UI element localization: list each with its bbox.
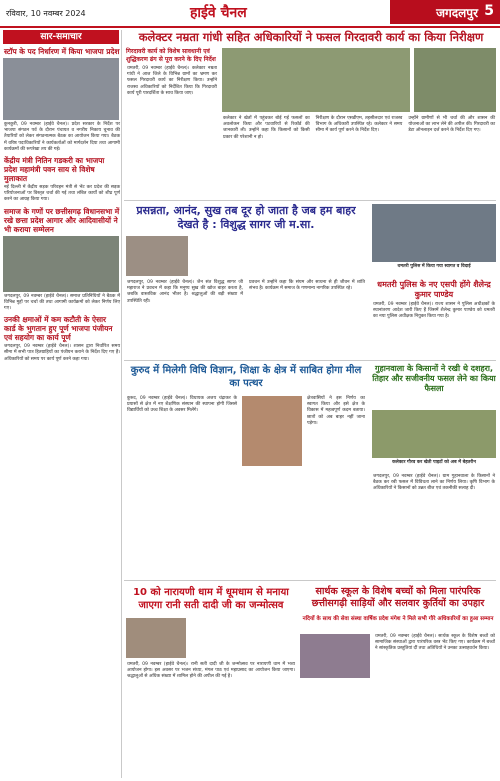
- issue-date: रविवार, 10 नवम्बर 2024: [6, 9, 86, 18]
- janmotsav-story: [126, 662, 296, 681]
- farmers-body: जगदलपुर, 09 नवम्बर (हाईवे चैनल)। ग्राम गुहानवाला के किसानों ने बैठक कर रबी फसल में विविधता लाने का निर्णय लिया। कृषि विभाग के अधिकारियों ने किसानों को उन्नत बीज एवं तकनीकी सलाह दी।: [373, 474, 495, 492]
- top-body: कलेक्टर ने खेतों में पहुंचकर बोई गई फसलों का अवलोकन किया और पटवारियों से रिकॉर्ड की जानकारी ली। उन्होंने कहा कि किसानों को किसी प्रकार की परेशानी न हो।: [223, 116, 310, 140]
- top-body: उन्होंने ग्रामीणों से भी चर्चा की और शासन की योजनाओं का लाभ लेने की अपील की। गिरदावरी का डेटा ऑनलाइन दर्ज करने के निर्देश दिए गए।: [408, 116, 496, 134]
- sarthak-photo: [300, 634, 370, 678]
- farmers-headline: गुहानवाला के किसानों ने रखी थे दशहरा, तिहार और सजीवनीय फसल लेने का किया फैसला: [372, 364, 496, 393]
- brief-photo: [3, 236, 119, 292]
- top-body: धमतरी, 09 नवम्बर (हाईवे चैनल)। कलेक्टर नम्रता गांधी ने आज जिले के विभिन्न ग्रामों का भ्रमण कर फसल गिरदावरी कार्य का निरीक्षण किया। उन्होंने राजस्व अधिकारियों को निर्देशित किया कि गिरदावरी कार्य पूरी पारदर्शिता के साथ किया जाए।: [127, 66, 217, 96]
- page-header: [0, 0, 500, 28]
- masthead: हाईवे चैनल: [190, 5, 247, 21]
- brief-body: नई दिल्ली में केंद्रीय सड़क परिवहन मंत्री से भेंट कर प्रदेश की सड़क परियोजनाओं पर विस्तृत चर्चा की गई तथा लंबित कार्यों को शीघ्र पूर्ण करने का आग्रह किया गया।: [4, 185, 120, 203]
- top-story-body: [222, 116, 496, 141]
- brief-photo: [3, 58, 119, 120]
- sarthak-body: धमतरी, 09 नवम्बर (हाईवे चैनल)। सार्थक स्कूल के विशेष बच्चों को सामाजिक संस्थाओं द्वारा पारंपरिक वस्त्र भेंट किए गए। कार्यक्रम में बच्चों ने सांस्कृतिक प्रस्तुतियां दीं तथा अतिथियों ने उनका उत्साहवर्धन किया।: [375, 634, 495, 652]
- sp-story: [372, 280, 496, 321]
- police-photo: [372, 204, 496, 262]
- brief-headline: स्टॉप के पद निर्धारण में किया भाजपा प्रदेश: [4, 47, 120, 56]
- top-photo-2: [414, 48, 496, 112]
- brief-headline: उनकी क्षमाओं में कम कटौती के ऐसार कार्ड के भुगतान हुए पूर्ण भाजपा पंजीयन एवं सहयोग का कार्य पूर्ण: [4, 315, 113, 343]
- section-title: सार-समाचार: [3, 30, 119, 44]
- page-number: 5: [484, 3, 494, 19]
- divider: [124, 200, 496, 201]
- top-story-left: [126, 48, 218, 198]
- janmotsav-headline: 10 को नारायणी धाम में धूमधाम से मनाया जाएगा रानी सती दादी जी का जन्मोत्सव: [133, 587, 289, 611]
- farmers-story: [372, 474, 496, 493]
- janmotsav-photo: [126, 618, 186, 658]
- mid-photo: [126, 236, 188, 276]
- top-photo: [222, 48, 410, 112]
- divider: [124, 580, 496, 581]
- mid-body: जगदलपुर, 09 नवम्बर (हाईवे चैनल)। जैन संत विशुद्ध सागर जी महाराज ने प्रवचन में कहा कि मनुष्य सुख की खोज बाहर करता है, जबकि वास्तविक आनंद भीतर है। श्रद्धालुओं की बड़ी संख्या में उपस्थिति रही।: [127, 280, 243, 304]
- mid-headline: प्रसन्नता, आनंद, सुख तब दूर हो जाता है जब हम बाहर देखते है : विशुद्ध सागर जी म.सा.: [136, 204, 356, 231]
- left-column: [3, 30, 122, 778]
- brief-headline: केंद्रीय मंत्री नितिन गडकरी का भाजपा प्रदेश महामंत्री पवन साय से विशेष मुलाकात: [4, 156, 105, 184]
- sarthak-story: [374, 634, 496, 653]
- janmotsav-body: धमतरी, 09 नवम्बर (हाईवे चैनल)। रानी सती दादी जी के जन्मोत्सव पर नारायणी धाम में भव्य आयोजन होगा। इस अवसर पर भजन संध्या, मंगल पाठ एवं महाप्रसाद का आयोजन किया जाएगा। श्रद्धालुओं से अधिक संख्या में शामिल होने की अपील की गई है।: [127, 662, 295, 680]
- sarthak-headline: सार्थक स्कूल के विशेष बच्चों को मिला पारंपरिक छत्तीसगढ़ी साड़ियों और सलवार कुर्तियों का उपहार: [311, 586, 485, 609]
- mid-story-body: [126, 280, 366, 305]
- kurud-headline: कुरुद में मिलेगी विधि विज्ञान, शिक्षा के क्षेत्र में साबित होगा मील का पत्थर: [130, 365, 362, 389]
- kurud-body-left: [126, 396, 238, 415]
- kurud-body: क्षेत्रवासियों ने इस निर्णय का स्वागत किया और इसे क्षेत्र के विकास में महत्वपूर्ण कदम बताया। छात्रों को अब बाहर नहीं जाना पड़ेगा।: [307, 396, 365, 426]
- divider: [124, 360, 496, 361]
- kurud-body: कुरुद, 09 नवम्बर (हाईवे चैनल)। विधायक अजय चंद्राकर के प्रयासों से क्षेत्र में नए शैक्षणिक संस्थान की स्थापना होगी जिससे विद्यार्थियों को उच्च शिक्षा के अवसर मिलेंगे।: [127, 396, 237, 414]
- brief-headline: समाज के गणों पर छत्तीसगढ़ विधानसभा में रखे छत्ता प्रदेश आगार और आदिवासीयों ने भी कराया सम्मेलन: [4, 206, 120, 234]
- kurud-photo: [242, 396, 302, 466]
- sp-body: धमतरी, 09 नवम्बर (हाईवे चैनल)। राज्य शासन ने पुलिस अधीक्षकों के स्थानांतरण आदेश जारी किए हैं जिसमें शैलेन्द्र कुमार पाण्डेय को धमतरी का नया पुलिस अधीक्षक नियुक्त किया गया है।: [373, 302, 495, 320]
- kurud-body-right: [306, 396, 366, 427]
- brief-body: जगदलपुर, 09 नवम्बर (हाईवे चैनल)। शासन द्वारा निर्धारित समय सीमा में सभी पात्र हितग्राहियों का पंजीयन कराने के निर्देश दिए गए हैं। अधिकारियों को समय पर कार्य पूर्ण करने कहा गया।: [4, 344, 120, 362]
- police-photo-caption: धमतरी पुलिस में किया गया स्वागत व विदाई: [397, 264, 471, 269]
- sp-headline: धमतरी पुलिस के नए एसपी होंगे शैलेन्द्र कुमार पाण्डेय: [377, 280, 491, 299]
- brief-body: जगदलपुर, 09 नवम्बर (हाईवे चैनल)। समाज प्रतिनिधियों ने बैठक में विभिन्न मुद्दों पर चर्चा की तथा आगामी कार्यक्रमों को लेकर निर्णय लिए गए।: [4, 293, 120, 312]
- top-headline: कलेक्टर नम्रता गांधी सहित अधिकारियों ने फसल गिरदावरी कार्य का किया निरीक्षण: [138, 30, 484, 44]
- city-name: जगदलपुर: [436, 6, 478, 20]
- top-body: निरीक्षण के दौरान एसडीएम, तहसीलदार एवं राजस्व विभाग के अधिकारी उपस्थित रहे। कलेक्टर ने समय सीमा में कार्य पूर्ण करने के निर्देश दिए।: [315, 116, 403, 134]
- top-subhead: गिरदावरी कार्य को विशेष सावधानी एवं शुद्धिकरण ढंग से पूरा करने के दिए निर्देश: [126, 48, 216, 63]
- farmers-caption: कलेक्टर गौरव कर खेती पाइटों को अब में बेहतरीन: [392, 460, 476, 465]
- sarthak-subhead: नदियों के साथ की सेवा संस्था वार्षिक प्रदेश मंगेश ने मिले सभी गौरे अधिकारियों का हुआ सम्मान: [302, 616, 494, 622]
- brief-body: कुनकुरी, 09 नवम्बर (हाईवे चैनल)। प्रदेश सरकार के निर्देश पर भाजपा संगठन पर्व के दौरान पंचायत व नगरीय निकाय चुनाव की तैयारियों को लेकर संगठनात्मक बैठक का आयोजन किया गया। बैठक में वरिष्ठ पदाधिकारियों ने कार्यकर्ताओं को मार्गदर्शन दिया तथा आगामी कार्यक्रमों की रूपरेखा तय की गई।: [4, 122, 120, 152]
- mid-body: प्रवचन में उन्होंने कहा कि संयम और साधना से ही जीवन में शांति संभव है। कार्यक्रम में समाज के गणमान्य नागरिक उपस्थित रहे।: [249, 280, 365, 292]
- farmers-photo: [372, 410, 496, 458]
